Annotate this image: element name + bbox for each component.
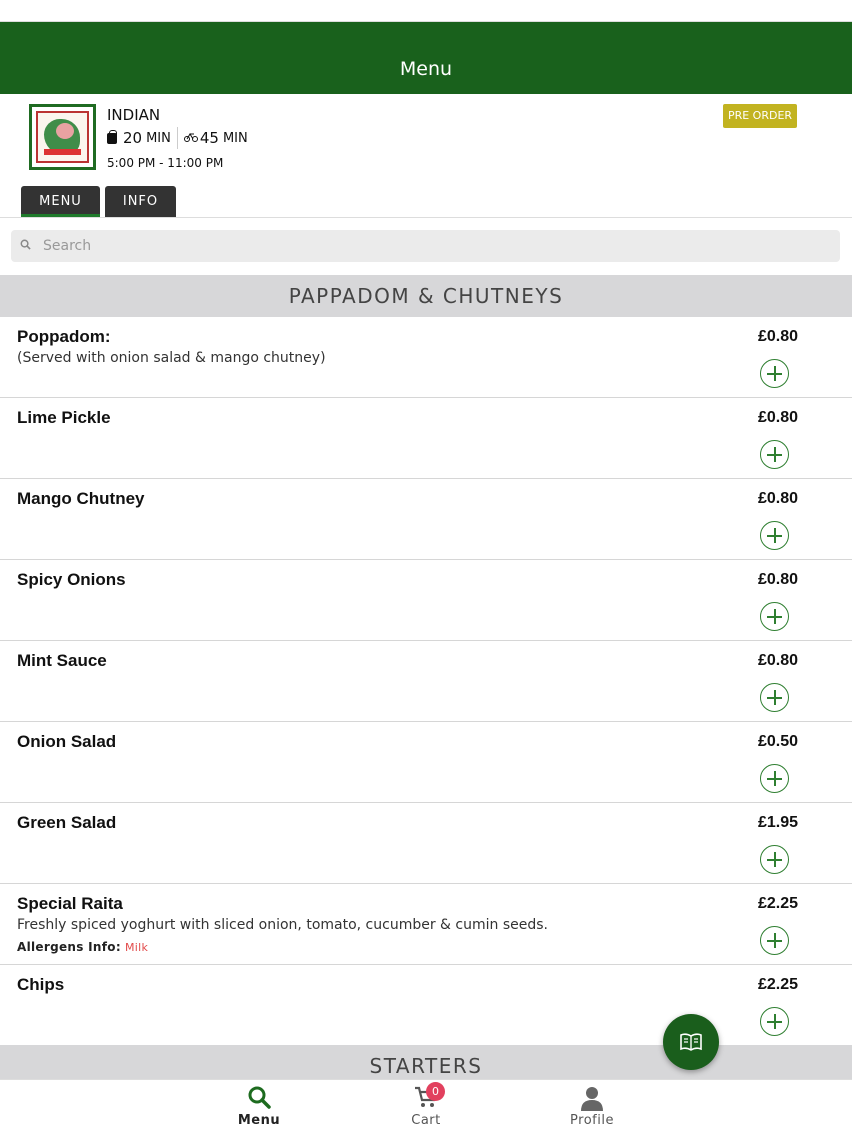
item-price: £0.80 xyxy=(757,571,798,588)
menu-item[interactable] xyxy=(0,560,852,641)
tab-menu[interactable]: MENU xyxy=(21,186,100,217)
delivery-times xyxy=(107,128,248,148)
search-icon xyxy=(247,1085,271,1109)
opening-hours: 5:00 PM - 11:00 PM xyxy=(107,156,224,170)
search-input[interactable] xyxy=(43,230,823,262)
item-price: £0.50 xyxy=(757,733,798,750)
delivery-time: 45 xyxy=(199,129,219,147)
restaurant-header xyxy=(0,94,852,218)
add-icon[interactable] xyxy=(760,602,789,631)
item-price: £0.80 xyxy=(757,409,798,426)
item-price: £0.80 xyxy=(757,652,798,669)
add-icon[interactable] xyxy=(760,926,789,955)
nav-profile-label: Profile xyxy=(570,1113,614,1128)
menu-item[interactable] xyxy=(0,398,852,479)
tab-info[interactable]: INFO xyxy=(105,186,176,217)
nav-cart[interactable] xyxy=(376,1080,476,1136)
delivery-unit: MIN xyxy=(222,130,248,146)
item-name: Chips xyxy=(17,975,65,994)
search-bar[interactable] xyxy=(11,230,840,262)
item-price: £2.25 xyxy=(757,976,798,993)
add-icon[interactable] xyxy=(760,683,789,712)
allergen-label: Allergens Info: xyxy=(17,940,121,954)
item-name: Green Salad xyxy=(17,813,117,832)
item-price: £0.80 xyxy=(757,328,798,345)
add-icon[interactable] xyxy=(760,440,789,469)
item-name: Lime Pickle xyxy=(17,408,111,427)
menu-item[interactable] xyxy=(0,641,852,722)
item-name: Special Raita xyxy=(17,894,123,913)
item-name: Onion Salad xyxy=(17,732,117,751)
nav-profile[interactable] xyxy=(542,1080,642,1136)
menu-book-button[interactable] xyxy=(663,1014,719,1070)
search-icon xyxy=(20,239,31,250)
add-icon[interactable] xyxy=(760,1007,789,1036)
item-name: Spicy Onions xyxy=(17,570,126,589)
top-app-bar xyxy=(0,22,852,94)
item-price: £2.25 xyxy=(757,895,798,912)
add-icon[interactable] xyxy=(760,764,789,793)
add-icon[interactable] xyxy=(760,521,789,550)
preorder-badge[interactable]: PRE ORDER xyxy=(723,104,797,128)
bottom-navigation xyxy=(0,1079,852,1136)
collection-unit: MIN xyxy=(146,130,171,146)
bicycle-icon xyxy=(184,131,198,145)
menu-item[interactable] xyxy=(0,884,852,965)
item-description: (Served with onion salad & mango chutney) xyxy=(17,350,326,366)
bag-icon xyxy=(107,133,117,144)
item-price: £0.80 xyxy=(757,490,798,507)
nav-cart-label: Cart xyxy=(411,1113,441,1128)
item-price: £1.95 xyxy=(757,814,798,831)
restaurant-name: INDIAN xyxy=(107,106,161,124)
profile-icon xyxy=(580,1085,604,1111)
section-header: PAPPADOM & CHUTNEYS xyxy=(0,275,852,317)
status-bar xyxy=(0,0,852,22)
menu-book-icon xyxy=(680,1032,702,1052)
item-name: Mango Chutney xyxy=(17,489,145,508)
nav-menu[interactable] xyxy=(209,1080,309,1136)
menu-item[interactable] xyxy=(0,317,852,398)
add-icon[interactable] xyxy=(760,845,789,874)
collection-time: 20 xyxy=(123,129,143,147)
restaurant-logo xyxy=(29,104,96,170)
divider xyxy=(177,127,178,149)
item-description: Freshly spiced yoghurt with sliced onion, tomato, cucumber & cumin seeds. xyxy=(17,917,548,933)
menu-item[interactable] xyxy=(0,722,852,803)
page-title: Menu xyxy=(399,58,453,80)
allergen-info xyxy=(17,940,148,954)
nav-menu-label: Menu xyxy=(237,1113,281,1128)
section-header: STARTERS xyxy=(0,1045,852,1087)
menu-item[interactable] xyxy=(0,479,852,560)
add-icon[interactable] xyxy=(760,359,789,388)
item-name: Mint Sauce xyxy=(17,651,107,670)
allergen-value: Milk xyxy=(124,941,149,954)
item-name: Poppadom: xyxy=(17,327,111,346)
menu-item[interactable] xyxy=(0,803,852,884)
menu-item[interactable] xyxy=(0,965,852,1046)
cart-count-badge: 0 xyxy=(426,1082,445,1101)
